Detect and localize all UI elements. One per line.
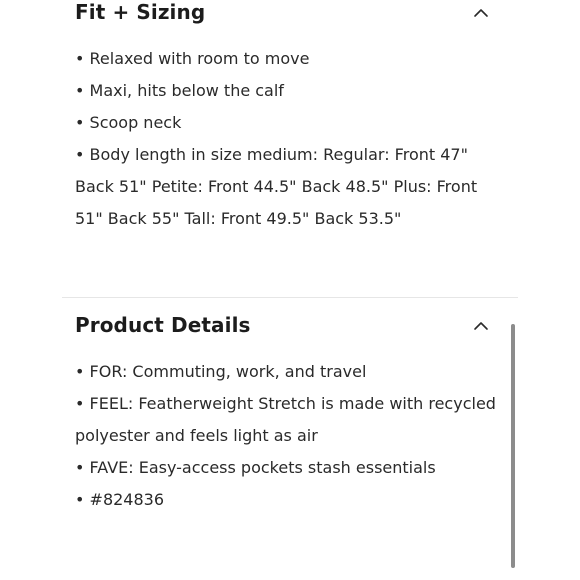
product-details-list [75, 356, 505, 516]
list-item: • Body length in size medium: Regular: Front 47" Back 51" Petite: Front 44.5" Back 48.5" Plus: Front 51" Back 55" Tall: Front 49.5" Back 53.5" [75, 139, 505, 235]
list-item: • #824836 [75, 484, 505, 516]
list-item: • FEEL: Featherweight Stretch is made with recycled polyester and feels light as air [75, 388, 505, 452]
chevron-up-icon[interactable] [473, 321, 489, 331]
list-item: • Scoop neck [75, 107, 505, 139]
product-details-title[interactable]: Product Details [75, 313, 251, 337]
list-item: • FOR: Commuting, work, and travel [75, 356, 505, 388]
section-divider [62, 297, 518, 298]
list-item: • Maxi, hits below the calf [75, 75, 505, 107]
list-item: • FAVE: Easy-access pockets stash essentials [75, 452, 505, 484]
scrollbar-thumb[interactable] [511, 324, 515, 568]
chevron-up-icon[interactable] [473, 8, 489, 18]
product-details-section [62, 299, 518, 580]
fit-sizing-section [62, 0, 518, 297]
list-item: • Relaxed with room to move [75, 43, 505, 75]
fit-sizing-list [75, 43, 505, 235]
fit-sizing-title[interactable]: Fit + Sizing [75, 0, 206, 24]
